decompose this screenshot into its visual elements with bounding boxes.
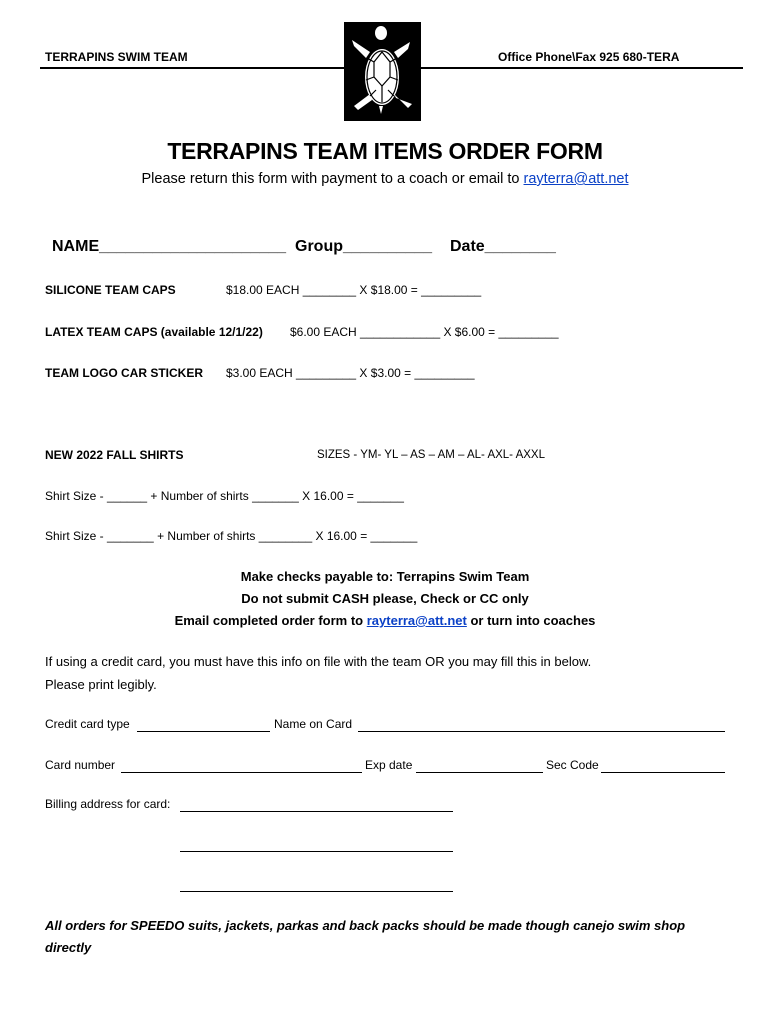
item-label-car-sticker: TEAM LOGO CAR STICKER xyxy=(45,366,203,380)
item-price-car-sticker[interactable]: $3.00 EACH _________ X $3.00 = _________ xyxy=(226,366,475,380)
date-field[interactable]: Date________ xyxy=(450,238,556,255)
group-field[interactable]: Group__________ xyxy=(295,238,432,255)
speedo-orders-note-continued: directly xyxy=(45,940,92,955)
subtitle-email-link[interactable]: rayterra@att.net xyxy=(523,171,629,187)
team-name-header: TERRAPINS SWIM TEAM xyxy=(45,50,188,64)
subtitle-text: Please return this form with payment to a coach or email to xyxy=(141,171,524,187)
checks-payable-note: Make checks payable to: Terrapins Swim Team xyxy=(240,569,530,584)
item-label-latex-caps: LATEX TEAM CAPS (available 12/1/22) xyxy=(45,325,263,339)
shirt-sizes: SIZES - YM- YL – AS – AM – AL- AXL- AXXL xyxy=(317,449,545,461)
billing-address-input-1[interactable] xyxy=(180,811,453,812)
credit-card-note: If using a credit card, you must have this info on file with the team OR you may fill this in below. xyxy=(45,654,592,669)
card-type-input[interactable] xyxy=(137,731,270,732)
email-order-note xyxy=(0,613,770,628)
shirt-order-line-1[interactable]: Shirt Size - ______ + Number of shirts _______ X 16.00 = _______ xyxy=(45,489,404,503)
email-order-link[interactable]: rayterra@att.net xyxy=(366,613,467,628)
billing-address-label: Billing address for card: xyxy=(45,797,171,811)
billing-address-input-3[interactable] xyxy=(180,891,453,892)
exp-date-label: Exp date xyxy=(365,758,413,772)
item-price-silicone-caps[interactable]: $18.00 EACH ________ X $18.00 = _________ xyxy=(226,283,482,297)
form-title: TERRAPINS TEAM ITEMS ORDER FORM xyxy=(167,138,603,164)
name-on-card-input[interactable] xyxy=(358,731,725,732)
card-type-label: Credit card type xyxy=(45,717,130,731)
sec-code-input[interactable] xyxy=(601,772,725,773)
form-subtitle xyxy=(0,171,770,187)
turtle-logo-icon xyxy=(344,22,421,121)
sec-code-label: Sec Code xyxy=(546,758,599,772)
speedo-orders-note: All orders for SPEEDO suits, jackets, parkas and back packs should be made though canejo swim shop xyxy=(45,918,686,933)
email-order-pre: Email completed order form to xyxy=(174,613,367,628)
billing-address-input-2[interactable] xyxy=(180,851,453,852)
card-number-label: Card number xyxy=(45,758,116,772)
shirts-label: NEW 2022 FALL SHIRTS xyxy=(45,448,184,462)
card-number-input[interactable] xyxy=(121,772,362,773)
name-field[interactable]: NAME_____________________ xyxy=(52,238,286,255)
item-price-latex-caps[interactable]: $6.00 EACH ____________ X $6.00 = _________ xyxy=(290,325,559,339)
email-order-post: or turn into coaches xyxy=(466,613,596,628)
shirt-order-line-2[interactable]: Shirt Size - _______ + Number of shirts ________ X 16.00 = _______ xyxy=(45,529,418,543)
name-on-card-label: Name on Card xyxy=(274,717,353,731)
office-phone-header: Office Phone\Fax 925 680-TERA xyxy=(498,50,680,64)
item-label-silicone-caps: SILICONE TEAM CAPS xyxy=(45,283,176,297)
print-legibly-note: Please print legibly. xyxy=(45,677,157,692)
exp-date-input[interactable] xyxy=(416,772,543,773)
no-cash-note: Do not submit CASH please, Check or CC only xyxy=(241,591,529,606)
